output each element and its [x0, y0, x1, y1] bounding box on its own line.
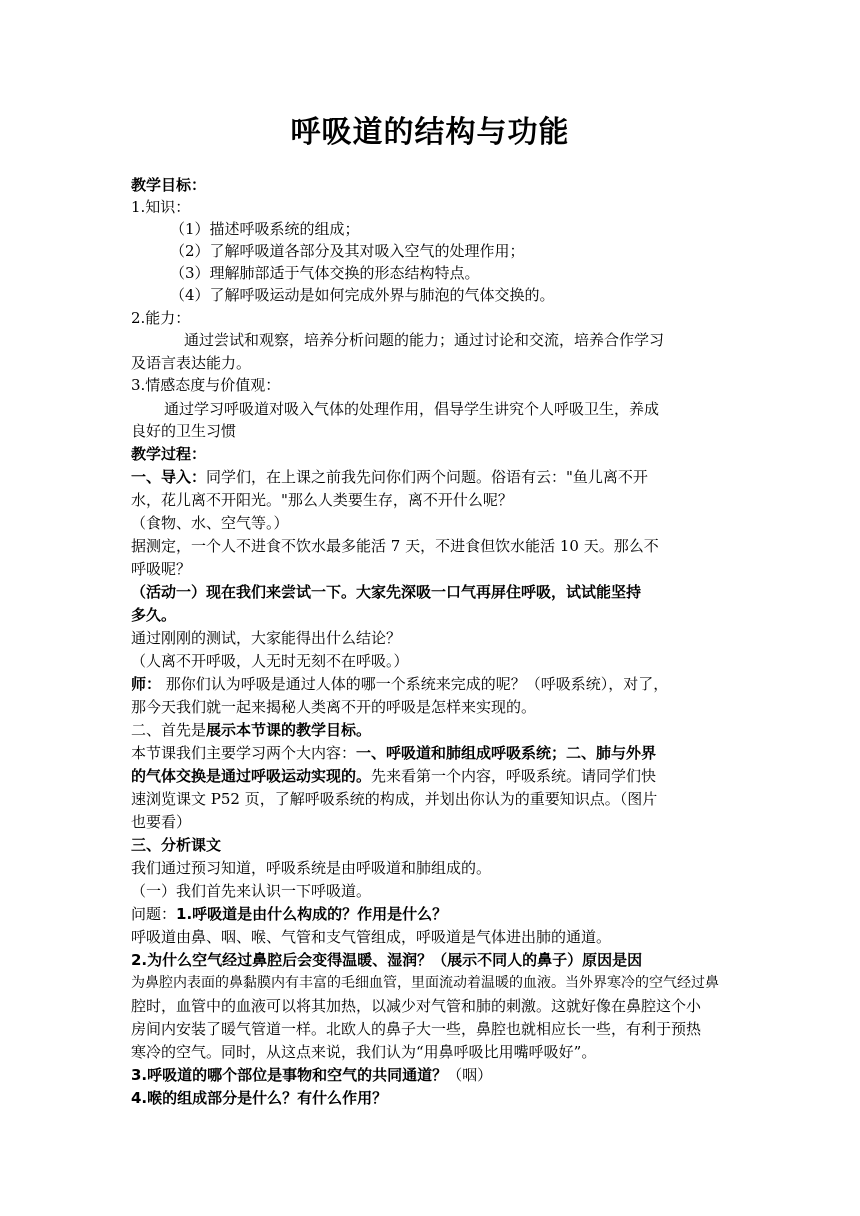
section-3-text-1: 我们通过预习知道，呼吸系统是由呼吸道和肺组成的。 — [131, 859, 492, 877]
section-2-heading — [131, 720, 731, 740]
section-3-text-2: （一）我们首先来认识一下呼吸道。 — [131, 882, 372, 900]
question-1-answer: 呼吸道由鼻、咽、喉、气管和支气管组成，呼吸道是气体进出肺的通道。 — [131, 928, 612, 946]
section-2-line-2-bold: 的气体交换是通过呼吸运动实现的。 — [131, 767, 372, 785]
page-title: 呼吸道的结构与功能 — [290, 115, 570, 150]
question-2-text: 2.为什么空气经过鼻腔后会变得温暖、湿润？（展示不同人的鼻子）原因是因 — [131, 951, 643, 969]
section-2-line-2 — [131, 766, 731, 786]
section-2-line-1 — [131, 743, 731, 763]
question-3 — [131, 1065, 731, 1085]
question-2-answer-2: 腔时，血管中的血液可以将其加热，以减少对气管和肺的刺激。这就好像在鼻腔这个小 — [131, 997, 702, 1015]
intro-text-2: 水，花儿离不开阳光。"那么人类要生存，离不开什么呢？ — [131, 491, 513, 509]
question-2-answer-3: 房间内安装了暖气管道一样。北欧人的鼻子大一些，鼻腔也就相应长一些，有利于预热 — [131, 1020, 702, 1038]
activity-text-2: 多久。 — [131, 606, 177, 624]
intro-paragraph-line-1 — [131, 467, 731, 487]
question-1-prefix: 问题： — [131, 905, 177, 923]
knowledge-item-4: （4）了解呼吸运动是如何完成外界与肺泡的气体交换的。 — [170, 286, 555, 304]
question-1 — [131, 904, 731, 924]
objectives-heading: 教学目标： — [131, 176, 207, 194]
teacher-text-2: 那今天我们就一起来揭秘人类离不开的呼吸是怎样来实现的。 — [131, 698, 537, 716]
process-heading: 教学过程： — [131, 445, 207, 463]
knowledge-item-1: （1）描述呼吸系统的组成； — [170, 220, 360, 238]
section-2-line-2-plain: 先来看第一个内容，呼吸系统。请同学们快 — [371, 767, 657, 785]
knowledge-label: 1.知识： — [131, 198, 191, 216]
intro-text-4: 据测定，一个人不进食不饮水最多能活 7 天，不进食但饮水能活 10 天。那么不 — [131, 537, 659, 555]
section-2-line-3: 速浏览课文 P52 页，了解呼吸系统的构成，并划出你认为的重要知识点。（图片 — [131, 790, 658, 808]
ability-text-1: 通过尝试和观察，培养分析问题的能力；通过讨论和交流，培养合作学习 — [184, 331, 665, 349]
test-text-2: （人离不开呼吸，人无时无刻不在呼吸。） — [131, 652, 409, 670]
teacher-line-1 — [131, 674, 731, 694]
question-3-text: 3.呼吸道的哪个部位是事物和空气的共同通道？ — [131, 1066, 448, 1084]
question-2-answer-4: 寒冷的空气。同时，从这点来说，我们认为“用鼻呼吸比用嘴呼吸好”。 — [131, 1043, 597, 1061]
emotion-label: 3.情感态度与价值观： — [131, 376, 281, 394]
section-2-line-4: 也要看） — [131, 813, 192, 831]
intro-text-1: 同学们，在上课之前我先问你们两个问题。俗语有云："鱼儿离不开 — [206, 468, 648, 486]
activity-text-1: （活动一）现在我们来尝试一下。大家先深吸一口气再屏住呼吸，试试能坚持 — [131, 583, 642, 601]
question-1-text: 1.呼吸道是由什么构成的？作用是什么？ — [176, 905, 448, 923]
intro-text-3: （食物、水、空气等。） — [131, 514, 289, 532]
question-4-text: 4.喉的组成部分是什么？有什么作用？ — [131, 1089, 388, 1107]
ability-text-2: 及语言表达能力。 — [131, 354, 252, 372]
emotion-text-2: 良好的卫生习惯 — [131, 422, 237, 440]
intro-text-5: 呼吸呢？ — [131, 560, 192, 578]
knowledge-item-3: （3）理解肺部适于气体交换的形态结构特点。 — [170, 264, 480, 282]
question-3-answer: （咽） — [447, 1066, 493, 1084]
test-text-1: 通过刚刚的测试，大家能得出什么结论？ — [131, 629, 402, 647]
intro-label: 一、导入： — [131, 468, 207, 486]
teacher-label: 师： — [131, 675, 162, 693]
teacher-text-1: 那你们认为呼吸是通过人体的哪一个系统来完成的呢？（呼吸系统），对了， — [161, 675, 669, 693]
question-2-answer-1: 为鼻腔内表面的鼻黏膜内有丰富的毛细血管，里面流动着温暖的血液。当外界寒冷的空气经过鼻 — [131, 975, 719, 991]
section-2-line-1-plain: 本节课我们主要学习两个大内容： — [131, 744, 357, 762]
section-2-line-1-bold: 一、呼吸道和肺组成呼吸系统；二、肺与外界 — [356, 744, 657, 762]
knowledge-item-2: （2）了解呼吸道各部分及其对吸入空气的处理作用； — [170, 242, 525, 260]
section-2-bold: 展示本节课的教学目标。 — [206, 721, 372, 739]
section-2-prefix: 二、首先是 — [131, 721, 207, 739]
section-3-heading: 三、分析课文 — [131, 836, 222, 854]
ability-label: 2.能力： — [131, 309, 191, 327]
emotion-text-1: 通过学习呼吸道对吸入气体的处理作用，倡导学生讲究个人呼吸卫生，养成 — [164, 400, 660, 418]
